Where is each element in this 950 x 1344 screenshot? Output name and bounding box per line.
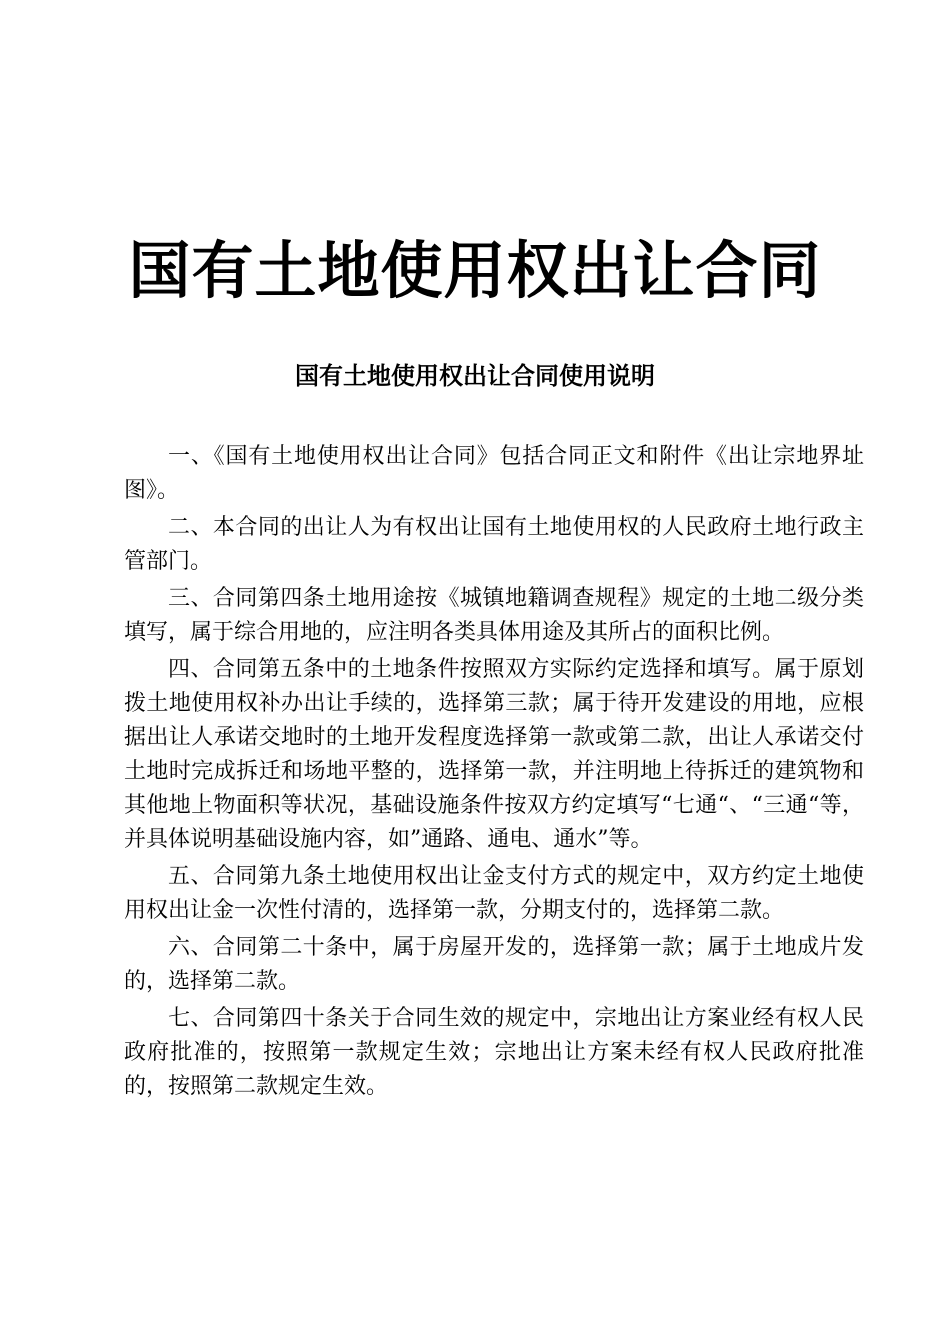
instruction-paragraph-3: 三、合同第四条土地用途按《城镇地籍调查规程》规定的土地二级分类填写，属于综合用地的，应注明各类具体用途及其所占的面积比例。 [124, 586, 864, 645]
document-title: 国有土地使用权出让合同 [128, 234, 822, 307]
instruction-paragraph-6: 六、合同第二十条中，属于房屋开发的，选择第一款；属于土地成片发的，选择第二款。 [124, 935, 864, 994]
instruction-paragraph-7: 七、合同第四十条关于合同生效的规定中，宗地出让方案业经有权人民政府批准的，按照第一款规定生效；宗地出让方案未经有权人民政府批准的，按照第二款规定生效。 [124, 1006, 864, 1099]
document-subtitle: 国有土地使用权出让合同使用说明 [295, 361, 655, 390]
instruction-paragraph-4: 四、合同第五条中的土地条件按照双方实际约定选择和填写。属于原划拨土地使用权补办出让手续的，选择第三款；属于待开发建设的用地，应根据出让人承诺交地时的土地开发程度选择第一款或第二款，出让人承诺交付土地时完成拆迁和场地平整的，选择第一款，并注明地上待拆迁的建筑物和其他地上物面积等状况，基础设施条件按双方约定填写“七通“、“三通“等，并具体说明基础设施内容，如”通路、通电、通水”等。 [124, 657, 864, 852]
instruction-paragraph-1: 一、《国有土地使用权出让合同》包括合同正文和附件《出让宗地界址图》。 [124, 444, 864, 503]
instruction-paragraph-5: 五、合同第九条土地使用权出让金支付方式的规定中，双方约定土地使用权出让金一次性付清的，选择第一款，分期支付的，选择第二款。 [124, 864, 864, 923]
instructions-body [124, 440, 864, 1107]
instruction-paragraph-2: 二、本合同的出让人为有权出让国有土地使用权的人民政府土地行政主管部门。 [124, 515, 864, 574]
